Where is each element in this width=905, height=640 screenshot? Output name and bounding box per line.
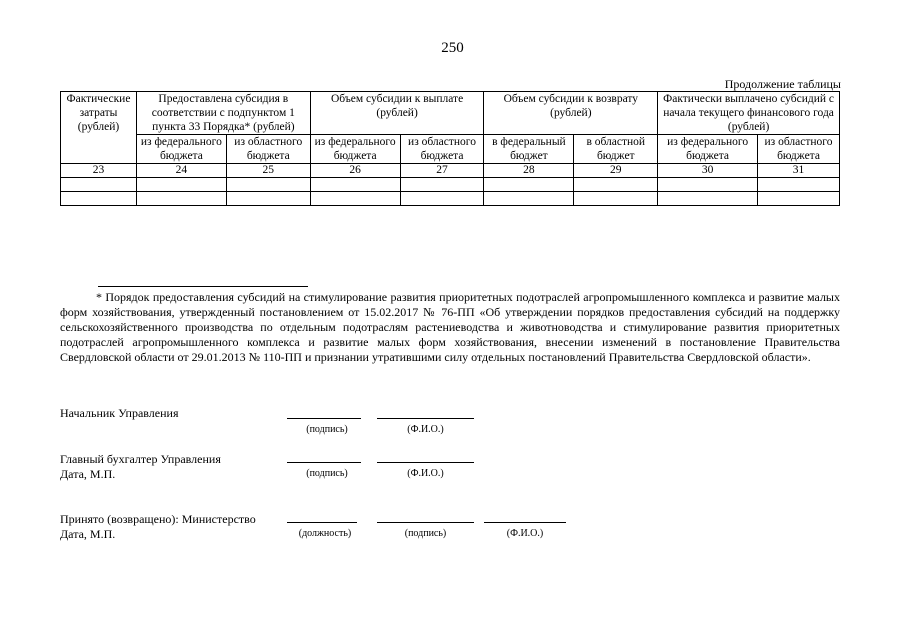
column-number: 23: [61, 164, 137, 178]
footnote-text: * Порядок предоставления субсидий на стимулирование развития приоритетных подотраслей агропромышленного комплекса и развитие малых форм хозяйствования, утвержденный постановлением от 15.02.2017 № 76-ПП «Об утверждении порядков предоставления субсидий на поддержку сельскохозяйственного производства по отдельным подотраслям растениеводства и животноводства и стимулирование развития приоритетных подотраслей агропромышленного комплекса и развитие малых форм хозяйствования, внесении изменений в постановление Правительства Свердловской области от 29.01.2013 № 110-ПП и признании утратившими силу отдельных постановлений Правительства Свердловской области».: [60, 290, 840, 364]
accountant-signature-line[interactable]: [287, 462, 361, 463]
accountant-name-line[interactable]: [377, 462, 474, 463]
table-cell: [758, 192, 840, 206]
table-cell: [136, 192, 226, 206]
accountant-label: Главный бухгалтер Управления: [60, 452, 221, 466]
table-cell: [758, 178, 840, 192]
subheader-cell: из федерального бюджета: [136, 135, 226, 164]
column-number: 25: [226, 164, 310, 178]
head-name-line[interactable]: [377, 418, 474, 419]
subsidy-table: [60, 91, 840, 206]
accountant-date-label: Дата, М.П.: [60, 467, 116, 481]
ministry-name-caption: (Ф.И.О.): [506, 528, 544, 539]
ministry-signature-caption: (подпись): [404, 528, 447, 539]
table-cell: [484, 192, 574, 206]
head-label: Начальник Управления: [60, 406, 179, 420]
header-actually-paid: Фактически выплачено субсидий с начала текущего финансового года (рублей): [658, 92, 840, 135]
head-name-caption: (Ф.И.О.): [407, 424, 444, 435]
ministry-date-label: Дата, М.П.: [60, 527, 116, 541]
footnote-divider: [98, 286, 308, 287]
table-cell: [310, 192, 400, 206]
accountant-signature-caption: (подпись): [306, 468, 348, 479]
header-actual-costs: Фактические затраты (рублей): [61, 92, 137, 164]
table-cell: [574, 178, 658, 192]
subheader-cell: из областного бюджета: [400, 135, 484, 164]
subheader-cell: из областного бюджета: [758, 135, 840, 164]
header-subsidy-payable: Объем субсидии к выплате (рублей): [310, 92, 484, 135]
header-row-top: [61, 92, 840, 135]
table-cell: [226, 178, 310, 192]
table-cell: [61, 192, 137, 206]
header-row-sub: [61, 135, 840, 164]
table-cell: [658, 192, 758, 206]
table-row: [61, 178, 840, 192]
ministry-position-line[interactable]: [287, 522, 357, 523]
column-number: 27: [400, 164, 484, 178]
table-continuation-label: Продолжение таблицы: [724, 77, 841, 91]
ministry-name-line[interactable]: [484, 522, 566, 523]
ministry-label: Принято (возвращено): Министерство: [60, 512, 256, 526]
header-subsidy-return: Объем субсидии к возврату (рублей): [484, 92, 658, 135]
table-cell: [484, 178, 574, 192]
table-cell: [658, 178, 758, 192]
subheader-cell: из федерального бюджета: [310, 135, 400, 164]
subheader-cell: в федеральный бюджет: [484, 135, 574, 164]
table-cell: [574, 192, 658, 206]
table-cell: [136, 178, 226, 192]
table-cell: [226, 192, 310, 206]
table-cell: [400, 178, 484, 192]
column-number: 30: [658, 164, 758, 178]
table-cell: [310, 178, 400, 192]
table-cell: [400, 192, 484, 206]
page-number: 250: [441, 40, 464, 56]
accountant-name-caption: (Ф.И.О.): [407, 468, 444, 479]
ministry-signature-line[interactable]: [377, 522, 474, 523]
column-number-row: [61, 164, 840, 178]
table-cell: [61, 178, 137, 192]
column-number: 31: [758, 164, 840, 178]
subheader-cell: из федерального бюджета: [658, 135, 758, 164]
column-number: 24: [136, 164, 226, 178]
ministry-position-caption: (должность): [298, 528, 352, 539]
head-signature-caption: (подпись): [306, 424, 348, 435]
column-number: 26: [310, 164, 400, 178]
subheader-cell: из областного бюджета: [226, 135, 310, 164]
subheader-cell: в областной бюджет: [574, 135, 658, 164]
table-row: [61, 192, 840, 206]
column-number: 28: [484, 164, 574, 178]
column-number: 29: [574, 164, 658, 178]
header-subsidy-provided: Предоставлена субсидия в соответствии с подпунктом 1 пункта 33 Порядка* (рублей): [136, 92, 310, 135]
head-signature-line[interactable]: [287, 418, 361, 419]
